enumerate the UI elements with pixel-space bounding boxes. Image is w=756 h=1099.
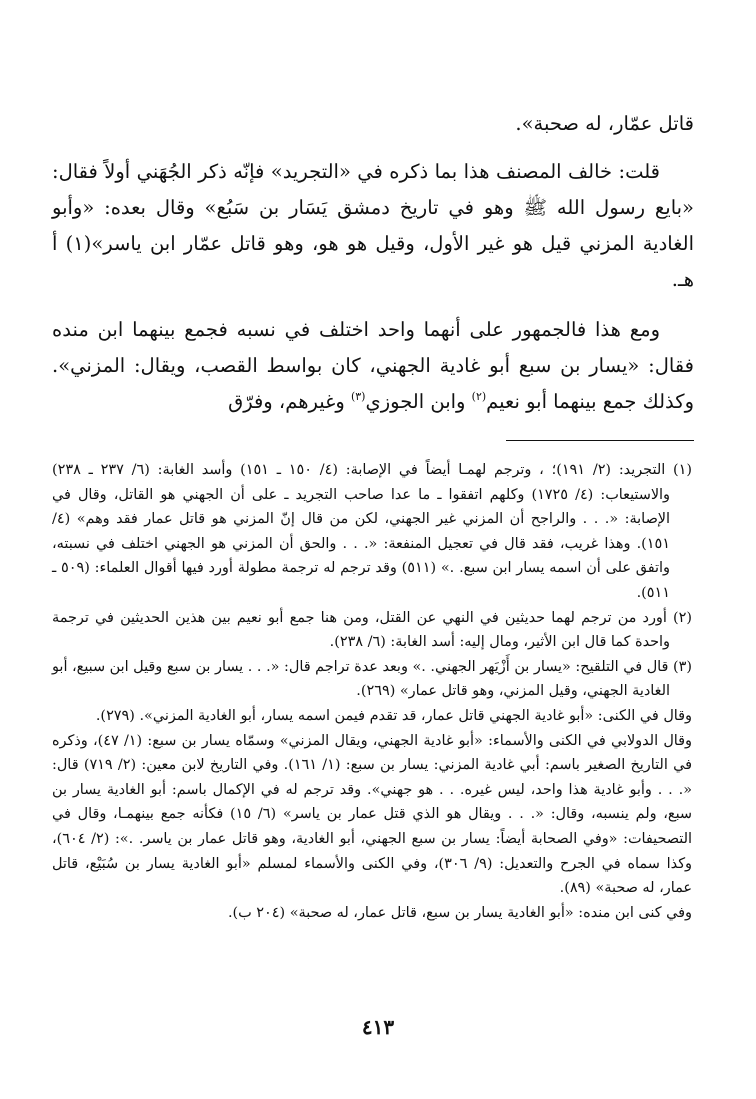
footnote-2: (٢) أورد من ترجم لهما حديثين في النهي عن القتل، ومن هنا جمع أبو نعيم بين هذين الحديثين في ترجمة واحدة كما قال ابن الأثير، ومال إليه: أسد الغابة: (٦/ ٢٣٨). xyxy=(52,609,692,651)
paragraph-2: قلت: خالف المصنف هذا بما ذكره في «التجريد» فإنّه ذكر الجُهَني أولاً فقال: «بايع رسول الله ﷺ وهو في تاريخ دمشق يَسَار بن سَبُع» وقال بعده: «وأبو الغادية المزني قيل هو غير الأول، وقيل هو هو، وهو قاتل عمّار ابن ياسر»(١) أ هـ. xyxy=(52,160,694,291)
footnote-3-dulabi: وقال الدولابي في الكنى والأسماء: «أبو غادية الجهني، ويقال المزني» وسمّاه يسار بن سبع: (١/ ٤٧)، وذكره في التاريخ الصغير باسم: أبي غادية المزني: يسار بن سبع: (١/ ١٦١). وفي التاريخ لابن معين: (٢/ ٧١٩) قال: «. . . وأبو غادية هذا واحد، ليس غيره. . . هو جهني». وقد ترجم له في الإكمال باسم: أبو الغادية يسار بن سبع، ولم ينسبه، وقال: «. . . ويقال هو الذي قتل عمار بن ياسر» (٦/ ١٥) فكأنه جمع بينهمـا، وقال في التصحيفات: «وفي الصحابة أيضاً: يسار بن سبع الجهني، أبو الغادية، وهو قاتل عمار بن ياسر. .»: (٢/ ٦٠٤)، وكذا سماه في الجرح والتعديل: (٩/ ٣٠٦)، وفي الكنى والأسماء لمسلم «أبو الغادية يسار بن سُبَيْع، قاتل عمار، له صحبة» (٨٩). xyxy=(52,732,692,897)
footnote-separator xyxy=(506,440,694,441)
footnote-3-ibn-manda: وفي كنى ابن منده: «أبو الغادية يسار بن سبع، قاتل عمار، له صحبة» (٢٠٤ ب). xyxy=(227,904,692,921)
main-text xyxy=(52,106,694,420)
footnote-3: (٣) قال في التلقيح: «يسار بن أَزْيَهر الجهني. .» وبعد عدة تراجم قال: «. . . يسار بن سبع وقيل ابن سبيع، أبو الغادية الجهني، وقيل المزني، وهو قاتل عمار» (٢٦٩). xyxy=(52,658,692,700)
paragraph-3-text-c: وغيرهم، وفرّق xyxy=(228,390,351,413)
footnote-1: (١) التجريد: (٢/ ١٩١)؛ ، وترجم لهمـا أيضاً في الإصابة: (٤/ ١٥٠ ـ ١٥١) وأسد الغابة: (٦/ ٢٣٧ ـ ٢٣٨) والاستيعاب: (٤/ ١٧٢٥) وكلهم اتفقوا ـ ما عدا صاحب التجريد ـ على أن الجهني هو القاتل، وقال في الإصابة: «. . . والراجح أن المزني غير الجهني، لكن من قال إنّ المزني هو قاتل عمار فقد وهم» (٤/ ١٥١). وهذا غريب، فقد قال في تعجيل المنفعة: «. . . والحق أن المزني هو الجهني اختلف في نسبته، واتفق على أن اسمه يسار ابن سبع. .» (٥١١) وقد ترجم له ترجمة مطولة أورد فيها أقوال العلماء: (٥٠٩ ـ ٥١١). xyxy=(52,462,692,601)
footnotes xyxy=(52,458,692,925)
footnote-3-kuna: وقال في الكنى: «أبو غادية الجهني قاتل عمار، قد تقدم فيمن اسمه يسار، أبو الغادية المزني». (٢٧٩). xyxy=(95,707,692,724)
footnote-ref-3[interactable]: (٣) xyxy=(350,390,366,403)
paragraph-3-text-b: وابن الجوزي xyxy=(365,390,472,413)
footnote-ref-2[interactable]: (٢) xyxy=(471,390,487,403)
paragraph-1: قاتل عمّار، له صحبة». xyxy=(515,112,694,135)
page-number: ٤١٣ xyxy=(361,1015,395,1039)
paragraph-3 xyxy=(52,312,694,420)
paragraph-3-text-a: ومع هذا فالجمهور على أنهما واحد اختلف في نسبه فجمع بينهما ابن منده فقال: «يسار بن سبع أبو غادية الجهني، كان بواسط القصب، ويقال: المزني». وكذلك جمع بينهما أبو نعيم xyxy=(52,318,694,413)
